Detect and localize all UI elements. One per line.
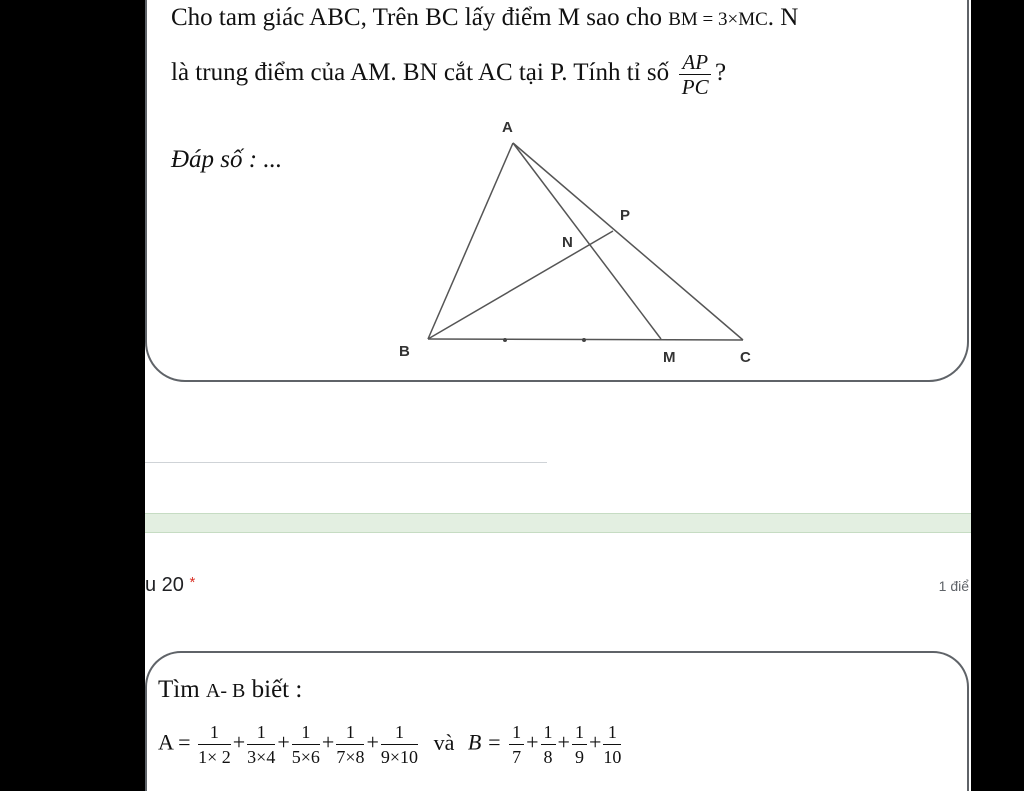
question-text-1-end: . N <box>767 4 799 31</box>
form-page <box>145 0 971 791</box>
point-label-m: M <box>663 349 676 366</box>
b-term-3-num: 1 <box>572 720 587 745</box>
question-number <box>145 574 195 597</box>
a-term-4 <box>336 720 364 769</box>
question-text-1: Cho tam giác ABC, Trên BC lấy điểm M sao cho <box>171 4 662 31</box>
a-term-4-den: 7×8 <box>336 747 365 767</box>
answer-label: Đáp số : ... <box>171 146 283 173</box>
b-term-2 <box>541 720 556 769</box>
b-term-1-den: 7 <box>512 747 522 767</box>
b-term-2-num: 1 <box>541 720 556 745</box>
title-ab: A- B <box>205 680 246 702</box>
b-term-3 <box>572 720 587 769</box>
plus-sign: + <box>526 729 539 755</box>
segment-bp <box>428 231 613 339</box>
ratio-numerator: AP <box>679 50 711 75</box>
question-text-2: là trung điểm của AM. BN cắt AC tại P. Tính tỉ số <box>171 59 670 87</box>
tick-mark-2 <box>582 338 586 342</box>
tick-mark-1 <box>503 338 507 342</box>
b-term-1-num: 1 <box>509 720 524 745</box>
question-mark: ? <box>715 59 727 87</box>
b-label: B = <box>467 729 502 755</box>
question-20-title <box>158 676 302 704</box>
b-term-4-num: 1 <box>603 720 621 745</box>
title-suffix: biết : <box>251 676 303 703</box>
b-term-3-den: 9 <box>574 747 584 767</box>
plus-sign: + <box>557 729 570 755</box>
triangle-diagram <box>145 0 971 380</box>
a-term-3-den: 5×6 <box>291 747 320 767</box>
segment-am <box>513 143 661 339</box>
point-label-n: N <box>562 234 573 251</box>
side-ac <box>513 143 743 340</box>
conjunction: và <box>433 729 455 755</box>
a-label: A = <box>158 729 191 755</box>
section-bar <box>145 513 971 533</box>
side-ab <box>428 143 513 339</box>
point-label-a: A <box>502 119 513 136</box>
divider-line <box>145 462 547 463</box>
b-term-4-den: 10 <box>603 747 622 767</box>
a-term-2-num: 1 <box>247 720 275 745</box>
question-number-text: u 20 <box>145 574 184 596</box>
title-prefix: Tìm <box>158 676 200 703</box>
plus-sign: + <box>588 729 602 755</box>
a-term-1-den: 1× 2 <box>198 747 231 767</box>
point-label-b: B <box>399 343 410 360</box>
a-term-1-num: 1 <box>198 720 231 745</box>
a-term-5-num: 1 <box>381 720 418 745</box>
a-term-3-num: 1 <box>292 720 320 745</box>
a-term-2 <box>247 720 275 769</box>
condition-bm-mc: BM = 3×MC <box>668 9 768 30</box>
required-asterisk: * <box>189 574 196 591</box>
a-term-3 <box>292 720 320 769</box>
a-term-4-num: 1 <box>336 720 364 745</box>
a-term-2-den: 3×4 <box>247 747 276 767</box>
a-term-5-den: 9×10 <box>380 747 419 767</box>
plus-sign: + <box>277 729 290 755</box>
plus-sign: + <box>232 729 246 755</box>
a-term-5 <box>381 720 418 769</box>
point-label-p: P <box>620 207 631 224</box>
plus-sign: + <box>366 729 379 755</box>
ratio-denominator: PC <box>681 75 709 99</box>
point-label-c: C <box>740 349 751 366</box>
a-term-1 <box>198 720 231 769</box>
formula-a-b <box>158 720 623 769</box>
points-label: 1 điể <box>938 578 969 594</box>
b-term-2-den: 8 <box>543 747 553 767</box>
b-term-4 <box>603 720 621 769</box>
b-term-1 <box>509 720 524 769</box>
plus-sign: + <box>321 729 335 755</box>
